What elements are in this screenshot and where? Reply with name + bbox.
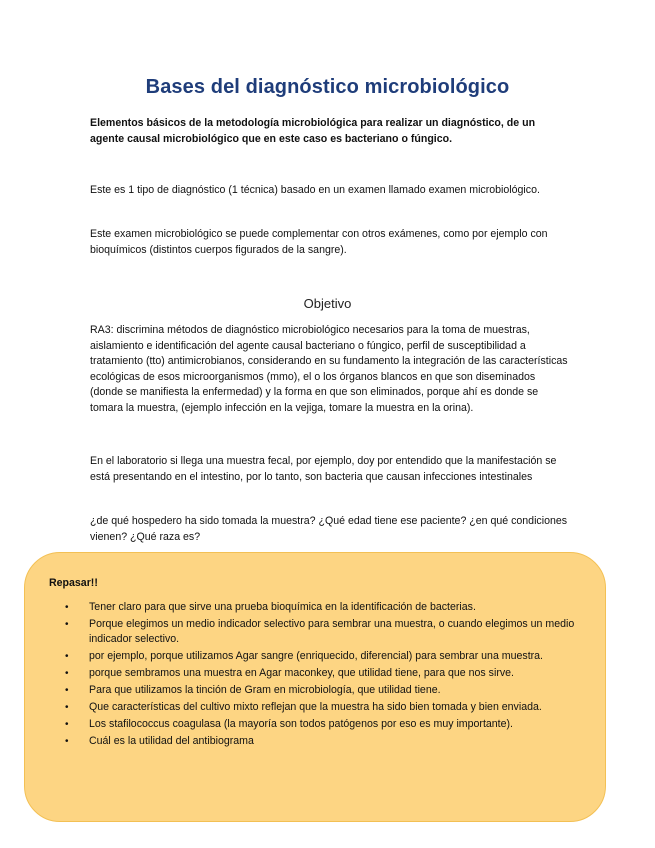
review-item <box>65 717 585 733</box>
review-item-text: Tener claro para que sirve una prueba bioquímica en la identificación de bacterias. <box>89 601 476 613</box>
paragraph-ra3: RA3: discrimina métodos de diagnóstico microbiológico necesarios para la toma de muestras, aislamiento e identificación del agente causal bacteriano o fúngico, perfil de susceptibilidad a tratamiento (tto) antimicrobianos, considerando en su fundamento la integración de las características ecológicas de esos microorganismos (mmo), el o los órganos blancos en que son diseminados (donde se manifiesta la enfermedad) y la forma en que son eliminados, porque ahí es donde se tomara la muestra, (ejemplo infección en la vejiga, tomare la muestra en la orina). <box>90 324 568 414</box>
review-item <box>65 734 585 750</box>
bullet-icon: • <box>65 618 69 630</box>
document-title: Bases del diagnóstico microbiológico <box>145 76 510 98</box>
review-item-text: Para que utilizamos la tinción de Gram en microbiología, que utilidad tiene. <box>89 684 441 697</box>
review-title: Repasar!! <box>49 577 98 589</box>
bullet-icon: • <box>65 602 69 613</box>
review-item <box>65 666 585 682</box>
review-item-text: Los stafilococcus coagulasa (la mayoría son todos patógenos por eso es muy importante). <box>89 717 513 730</box>
bullet-icon: • <box>65 735 69 747</box>
objective-heading: Objetivo <box>303 296 352 311</box>
paragraph-questions: ¿de qué hospedero ha sido tomada la muestra? ¿Qué edad tiene ese paciente? ¿en qué condiciones vienen? ¿Qué raza es? <box>90 515 568 543</box>
review-item <box>65 649 585 665</box>
review-item-text: por ejemplo, porque utilizamos Agar sangre (enriquecido, diferencial) para sembrar una muestra. <box>89 650 543 663</box>
bullet-icon: • <box>65 685 69 697</box>
bullet-icon: • <box>65 668 69 680</box>
review-item <box>65 617 585 648</box>
review-item-text: porque sembramos una muestra en Agar maconkey, que utilidad tiene, para que nos sirve. <box>89 667 514 680</box>
review-item <box>65 683 585 699</box>
review-list <box>65 600 585 751</box>
paragraph-laboratory: En el laboratorio si llega una muestra fecal, por ejemplo, doy por entendido que la manifestación se está presentando en el intestino, por lo tanto, son bacteria que causan infecciones intestinales <box>90 455 557 483</box>
intro-paragraph: Elementos básicos de la metodología microbiológica para realizar un diagnóstico, de un agente causal microbiológico que en este caso es bacteriano o fúngico. <box>90 117 536 145</box>
bullet-icon: • <box>65 718 69 730</box>
bullet-icon: • <box>65 701 69 713</box>
paragraph-exam-type: Este es 1 tipo de diagnóstico (1 técnica) basado en un examen llamado examen microbiológico. <box>90 184 540 196</box>
paragraph-complement: Este examen microbiológico se puede complementar con otros exámenes, como por ejemplo con bioquímicos (distintos cuerpos figurados de la sangre). <box>90 228 548 256</box>
review-item-text: Que características del cultivo mixto reflejan que la muestra ha sido bien tomada y bien enviada. <box>89 700 542 713</box>
review-item-text: Porque elegimos un medio indicador selectivo para sembrar una muestra, o cuando elegimos un medio indicador selectivo. <box>89 617 575 646</box>
review-item <box>65 600 585 616</box>
review-item <box>65 700 585 716</box>
review-callout <box>24 552 606 822</box>
bullet-icon: • <box>65 651 69 663</box>
review-item-text: Cuál es la utilidad del antibiograma <box>89 734 254 747</box>
